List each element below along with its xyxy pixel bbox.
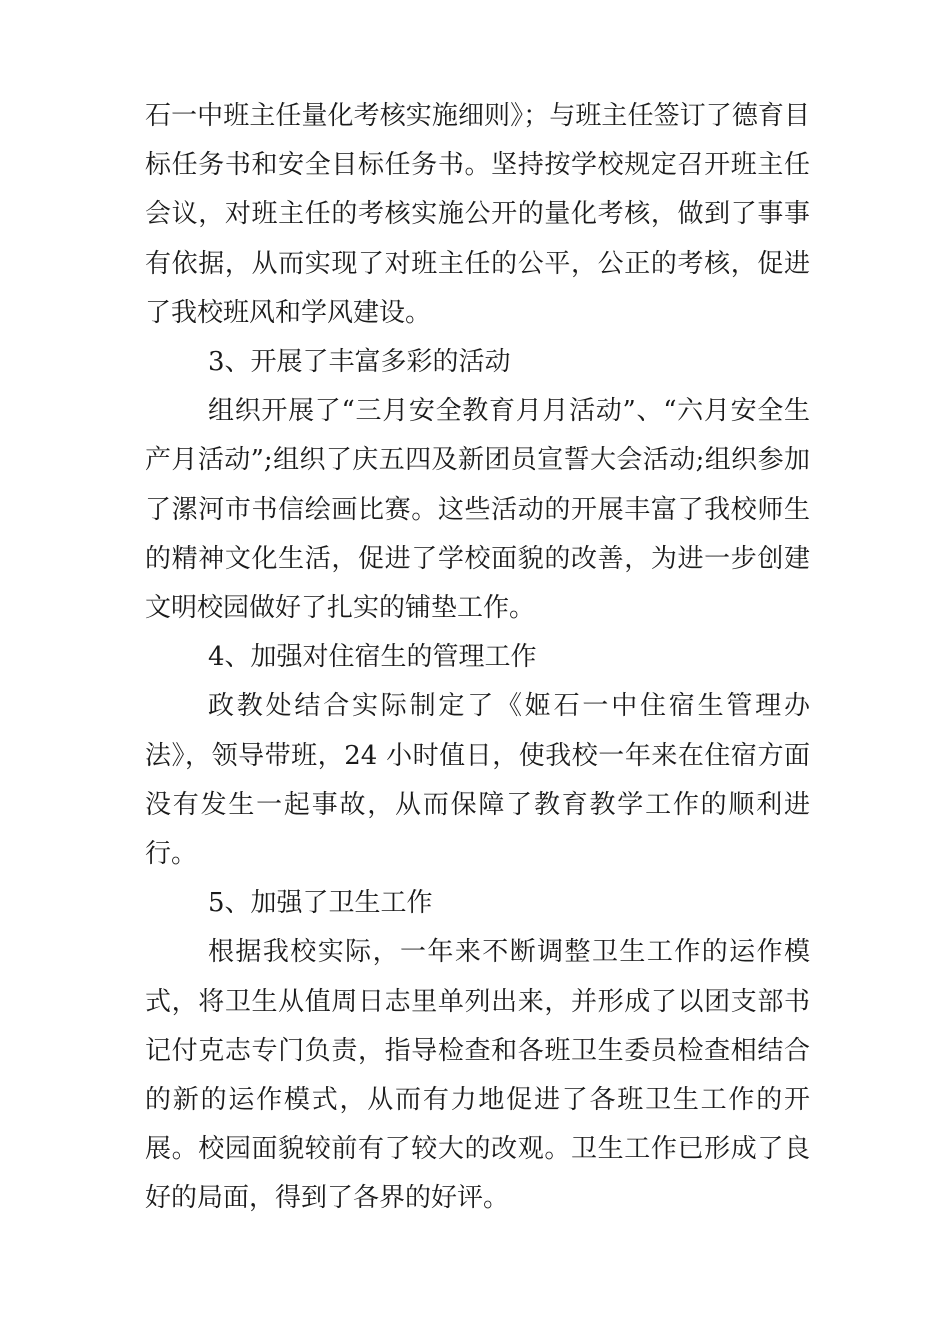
heading-hygiene: 5、加强了卫生工作 — [208, 888, 433, 919]
heading-activities: 3、开展了丰富多彩的活动 — [208, 347, 511, 378]
heading-boarding-management: 4、加强对住宿生的管理工作 — [208, 642, 537, 673]
paragraph-activities: 组织开展了“三月安全教育月月活动”、“六月安全生产月活动”;组织了庆五四及新团员宣誓大会活动;组织参加了漯河市书信绘画比赛。这些活动的开展丰富了我校师生的精神文化生活，促进了学校面貌的改善，为进一步创建文明校园做好了扎实的铺垫工作。 — [145, 396, 810, 624]
document-body — [145, 92, 810, 1224]
paragraph-class-teacher-assessment: 石一中班主任量化考核实施细则》；与班主任签订了德育目标任务书和安全目标任务书。坚持按学校规定召开班主任会议，对班主任的考核实施公开的量化考核，做到了事事有依据，从而实现了对班主任的公平，公正的考核，促进了我校班风和学风建设。 — [145, 101, 810, 328]
paragraph-hygiene: 根据我校实际，一年来不断调整卫生工作的运作模式，将卫生从值周日志里单列出来，并形成了以团支部书记付克志专门负责，指导检查和各班卫生委员检查相结合的新的运作模式，从而有力地促进了各班卫生工作的开展。校园面貌较前有了较大的改观。卫生工作已形成了良好的局面，得到了各界的好评。 — [145, 937, 810, 1214]
paragraph-boarding-management: 政教处结合实际制定了《姬石一中住宿生管理办法》，领导带班，24 小时值日，使我校一年来在住宿方面没有发生一起事故，从而保障了教育教学工作的顺利进行。 — [145, 691, 810, 870]
